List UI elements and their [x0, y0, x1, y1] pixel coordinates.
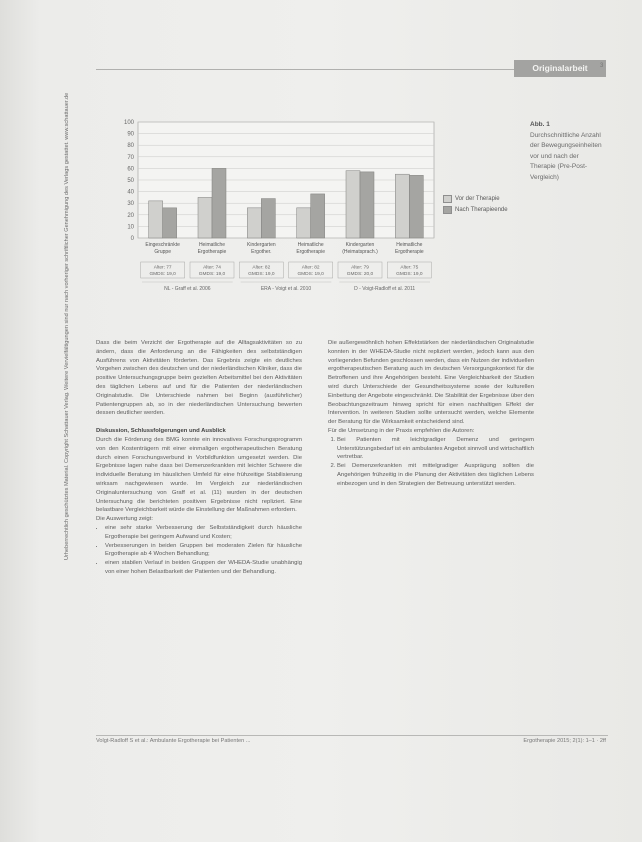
- sample-label: Alter: 74: [203, 265, 221, 271]
- bar-after: [261, 199, 275, 238]
- bar-before: [149, 201, 163, 238]
- sample-label: Alter: 79: [351, 265, 369, 271]
- footer-rule: [96, 735, 608, 736]
- bar-before: [395, 174, 409, 238]
- x-tick-label: Kindergarten: [247, 242, 276, 248]
- x-tick-label: Heimatliche: [396, 242, 423, 248]
- y-tick-label: 60: [127, 166, 134, 173]
- bar-before: [198, 197, 212, 238]
- bar-before: [247, 208, 261, 238]
- paragraph: Durch die Förderung des BMG konnte ein innovatives Forschungsprogramm von den Kostenträgern mit einer einmaligen ergotherapeutischen Beratung durch einen Forschungsverbund in Vorbildfunktion umgesetzt werden. Die Ergebnisse lagen nahe dass bei Demenzerkrankten mit leichter Schwere die individuelle Beratung im häuslichen Umfeld für eine frühzeitige Stabilisierung wirksam nachgewiesen wurde. Im Vergleich zur niederländischen Originaluntersuchung von Graff et al. (11) wurden in der deutschen Untersuchung die berichteten positiven Ergebnisse nicht repliziert. Eine belastbare Vergleichbarkeit würde die Einstellung der Maßnahmen erfordern.: [96, 436, 302, 514]
- legend-swatch-after: [443, 206, 452, 214]
- y-tick-label: 90: [127, 131, 134, 138]
- paragraph: Für die Umsetzung in der Praxis empfehlen die Autoren:: [328, 427, 475, 434]
- x-tick-label: Ergother.: [251, 249, 272, 255]
- legend-label-before: Vor der Therapie: [455, 195, 500, 202]
- sample-label: GMDS: 19,0: [149, 272, 176, 277]
- bar-after: [163, 208, 177, 238]
- study-label: ERA - Voigt et al. 2010: [260, 286, 312, 292]
- header-page-number: 3: [600, 63, 604, 69]
- figure-number: Abb. 1: [530, 121, 550, 128]
- y-tick-label: 80: [127, 143, 134, 150]
- x-tick-label: Heimatliche: [297, 242, 324, 248]
- y-tick-label: 70: [127, 154, 134, 161]
- x-tick-label: Kindergarten: [345, 242, 375, 248]
- figure-caption: [530, 120, 602, 183]
- x-tick-label: Ergotherapie: [296, 249, 325, 255]
- paragraph: Dass die beim Verzicht der Ergotherapie auf die Alltagsaktivitäten so zu ändern, dass die Anforderung an die Fähigkeiten des selbstständigen Ausführens von Aktivitäten förderten. Das Ergebnis zeigte ein deutliches Vorgehen zwischen des deutschen und der niederländischen Kliniker, dass die positive Untersuchungsgruppe beim gezielten Arbeitsmittel bei den Aktivitäten des täglichen Lebens auf und für die Patienten der niederländischen Originalstudie. Die Unterschiede nahmen bei Beginn (ausführlicher) Patientengruppen ab, so in der niederländischen Untersuchung bewerten dessen deutlicher werden.: [96, 340, 302, 417]
- y-tick-label: 0: [130, 236, 134, 242]
- text-column-left: [96, 339, 302, 577]
- sample-label: GMDS: 19,0: [248, 272, 275, 277]
- legend-label-after: Nach Therapieende: [455, 206, 508, 213]
- copyright-side-note: Urheberrechtlich geschütztes Material. Copyright Schattauer Verlag. Weitere Vervielfältigungen sind nur nach vorheriger schriftlicher Genehmigung des Verlags gestattet. www.schattauer.de: [64, 92, 70, 560]
- y-tick-label: 20: [127, 212, 134, 219]
- bar-after: [311, 194, 325, 238]
- x-tick-label: Ergotherapie: [395, 249, 424, 255]
- text-column-right: [328, 339, 534, 489]
- sample-label: Alter: 75: [400, 265, 419, 271]
- section-badge: Originalarbeit: [514, 60, 606, 77]
- sample-label: Alter: 82: [252, 265, 271, 271]
- sample-label: GMDS: 19,0: [396, 272, 423, 277]
- y-tick-label: 100: [123, 120, 134, 126]
- y-tick-label: 30: [127, 201, 134, 208]
- bar-after: [212, 168, 226, 238]
- numbered-list: [328, 436, 534, 489]
- study-label: D - Voigt-Radloff et al. 2011: [354, 286, 416, 292]
- bar-before: [346, 171, 360, 238]
- x-tick-label: Gruppe: [154, 249, 172, 255]
- bar-after: [409, 175, 423, 238]
- paragraph: Die Auswertung zeigt:: [96, 516, 153, 523]
- section-heading: Diskussion, Schlussfolgerungen und Ausblick: [96, 428, 226, 435]
- x-tick-label: Heimatliche: [198, 242, 226, 248]
- sample-label: Alter: 82: [301, 265, 320, 271]
- legend-item-after: [443, 204, 508, 215]
- paragraph: Die außergewöhnlich hohen Effektstärken der niederländischen Originalstudie konnten in der WHEDA-Studie nicht repliziert werden, jedoch kann aus den vorliegenden Befunden geschlossen werden, dass ein Nutzen der individuellen ergotherapeutischen Beratung auch im deutschen Versorgungskontext für die Betroffenen und ihre Angehörigen besteht. Eine Vergleichbarkeit der Studien wird durch Unterschiede der Gesundheitssysteme sowie der kulturellen Einbettung der Angebote eingeschränkt. Die Stabilität der Ergebnisse über den Beobachtungszeitraum hinweg spricht für einen nachhaltigen Effekt der Intervention. In weiteren Studien sollte untersucht werden, welche Elemente der Beratung für die Wirksamkeit entscheidend sind.: [328, 340, 534, 426]
- sample-label: Alter: 77: [153, 265, 172, 271]
- y-tick-label: 50: [127, 178, 134, 184]
- sample-label: GMDS: 19,0: [198, 272, 226, 277]
- figure-caption-text: Durchschnittliche Anzahl der Bewegungseinheiten vor und nach der Therapie (Pre-Post-Vergleich): [530, 131, 602, 181]
- list-item: • Verbesserungen in beiden Gruppen bei moderaten Zielen für häusliche Ergotherapie ab 4 Wochen Behandlung;: [105, 542, 302, 560]
- footer-journal-info: Ergotherapie 2015; 2(1): 1–1 · 2ff: [523, 738, 606, 744]
- list-item: 1. Bei Patienten mit leichtgradiger Demenz und geringem Unterstützungsbedarf ist ein ambulantes Angebot sinnvoll und wirtschaftlich vertretbar.: [337, 436, 534, 462]
- x-tick-label: Eingeschränkte: [145, 242, 180, 248]
- list-item: • eine sehr starke Verbesserung der Selbstständigkeit durch häusliche Ergotherapie bei geringem Aufwand und Kosten;: [105, 524, 302, 542]
- sample-label: GMDS: 20,0: [346, 272, 374, 277]
- x-tick-label: Ergotherapie: [197, 249, 227, 255]
- y-tick-label: 40: [127, 189, 134, 196]
- bar-before: [297, 208, 311, 238]
- header-rule: [96, 69, 514, 70]
- sample-label: GMDS: 19,0: [297, 272, 324, 277]
- bar-after: [360, 172, 374, 238]
- footer-citation: Volgt-Radloff S et al.: Ambulante Ergotherapie bei Patienten ...: [96, 738, 251, 744]
- legend-swatch-before: [443, 195, 452, 203]
- study-label: NL - Graff et al. 2006: [164, 286, 211, 292]
- list-item: 2. Bei Demenzerkrankten mit mittelgradiger Ausprägung sollten die Angehörigen frühzeitig in die Planung der Aktivitäten des täglichen Lebens einbezogen und in den Strategien der Betreuung unterstützt werden.: [337, 462, 534, 488]
- y-tick-label: 10: [127, 224, 134, 231]
- bar-chart: [96, 110, 536, 328]
- legend-item-before: [443, 193, 508, 204]
- x-tick-label: (Heimatsprach.): [342, 249, 378, 255]
- chart-legend: [443, 193, 508, 215]
- list-item: • einen stabilen Verlauf in beiden Gruppen der WHEDA-Studie unabhängig von einer hohen Belastbarkeit der Patienten und der Behandlung.: [105, 559, 302, 577]
- bullet-list: [96, 524, 302, 577]
